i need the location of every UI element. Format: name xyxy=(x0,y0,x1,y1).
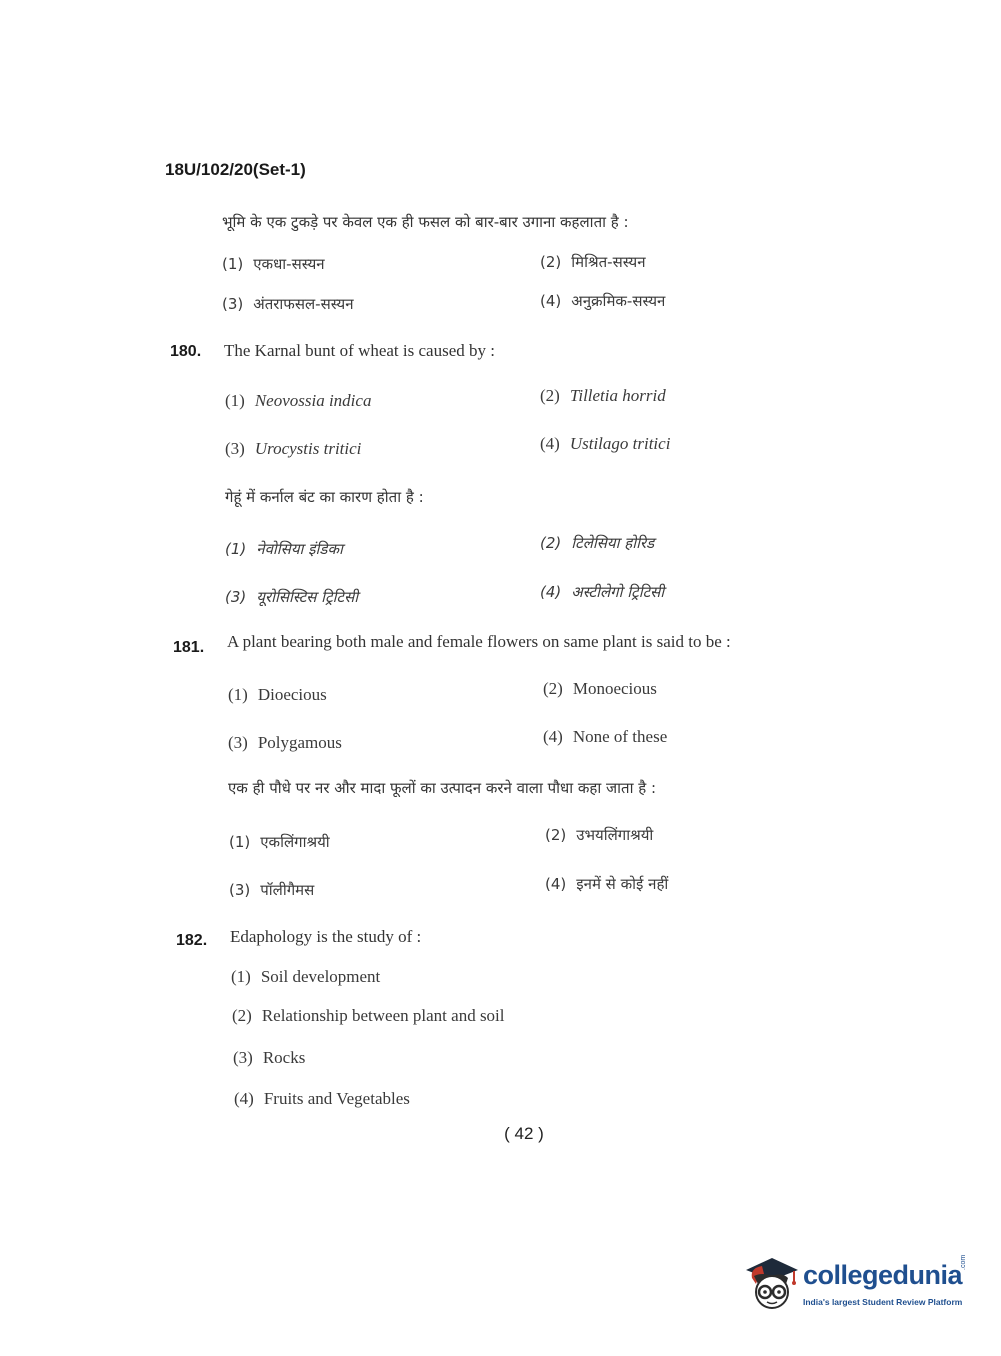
q179-hindi-option-3: (3) अंतराफसल-सस्यन xyxy=(222,295,354,313)
q179-hindi-option-2: (2) मिश्रित-सस्यन xyxy=(540,253,646,271)
brand-name: collegedunia xyxy=(803,1260,963,1290)
q180-option-2: (2) Tilletia horrid xyxy=(540,386,666,405)
question-180-number: 180. xyxy=(170,343,202,360)
q179-hindi-option-1: (1) एकधा-सस्यन xyxy=(222,255,325,273)
q180-hindi-option-1: (1) नेवोसिया इंडिका xyxy=(225,540,343,558)
question-182-text: Edaphology is the study of : xyxy=(230,927,422,946)
q180-option-1: (1) Neovossia indica xyxy=(225,391,372,410)
q182-option-3: (3) Rocks xyxy=(233,1048,306,1067)
question-181-number: 181. xyxy=(173,639,205,656)
q180-hindi-option-3: (3) यूरोसिस्टिस ट्रिटिसी xyxy=(225,588,359,606)
q181-option-4: (4) None of these xyxy=(543,727,668,746)
question-181-hindi-text: एक ही पौधे पर नर और मादा फूलों का उत्पादन करने वाला पौधा कहा जाता है : xyxy=(228,779,657,797)
q180-option-4: (4) Ustilago tritici xyxy=(540,434,671,453)
q181-option-2: (2) Monoecious xyxy=(543,679,657,698)
q181-hindi-option-1: (1) एकलिंगाश्रयी xyxy=(229,833,330,851)
q179-hindi-option-4: (4) अनुक्रमिक-सस्यन xyxy=(540,292,666,310)
page-number: ( 42 ) xyxy=(504,1124,544,1143)
question-180-hindi-text: गेहूं में कर्नाल बंट का कारण होता है : xyxy=(225,488,424,506)
q182-option-1: (1) Soil development xyxy=(231,967,381,986)
student-mascot-icon xyxy=(742,1250,800,1312)
q181-hindi-option-2: (2) उभयलिंगाश्रयी xyxy=(545,826,654,844)
paper-code: 18U/102/20(Set-1) xyxy=(165,160,306,179)
q180-option-3: (3) Urocystis tritici xyxy=(225,439,362,458)
q181-hindi-option-4: (4) इनमें से कोई नहीं xyxy=(545,875,669,893)
question-182-number: 182. xyxy=(176,932,208,949)
q181-hindi-option-3: (3) पॉलीगैमस xyxy=(229,881,315,899)
question-179-hindi-text: भूमि के एक टुकड़े पर केवल एक ही फसल को बार-बार उगाना कहलाता है : xyxy=(222,213,629,231)
q181-option-3: (3) Polygamous xyxy=(228,733,342,752)
q180-hindi-option-2: (2) टिलेसिया होरिड xyxy=(540,534,655,552)
question-181-text: A plant bearing both male and female flowers on same plant is said to be : xyxy=(227,632,731,651)
brand-tagline: India's largest Student Review Platform xyxy=(803,1297,963,1307)
q180-hindi-option-4: (4) अस्टीलेगो ट्रिटिसी xyxy=(540,583,665,601)
q182-option-2: (2) Relationship between plant and soil xyxy=(232,1006,505,1025)
brand-suffix: .com xyxy=(960,1254,967,1270)
q181-option-1: (1) Dioecious xyxy=(228,685,327,704)
question-180-text: The Karnal bunt of wheat is caused by : xyxy=(224,341,495,360)
collegedunia-logo[interactable] xyxy=(742,1250,972,1314)
q182-option-4: (4) Fruits and Vegetables xyxy=(234,1089,410,1108)
